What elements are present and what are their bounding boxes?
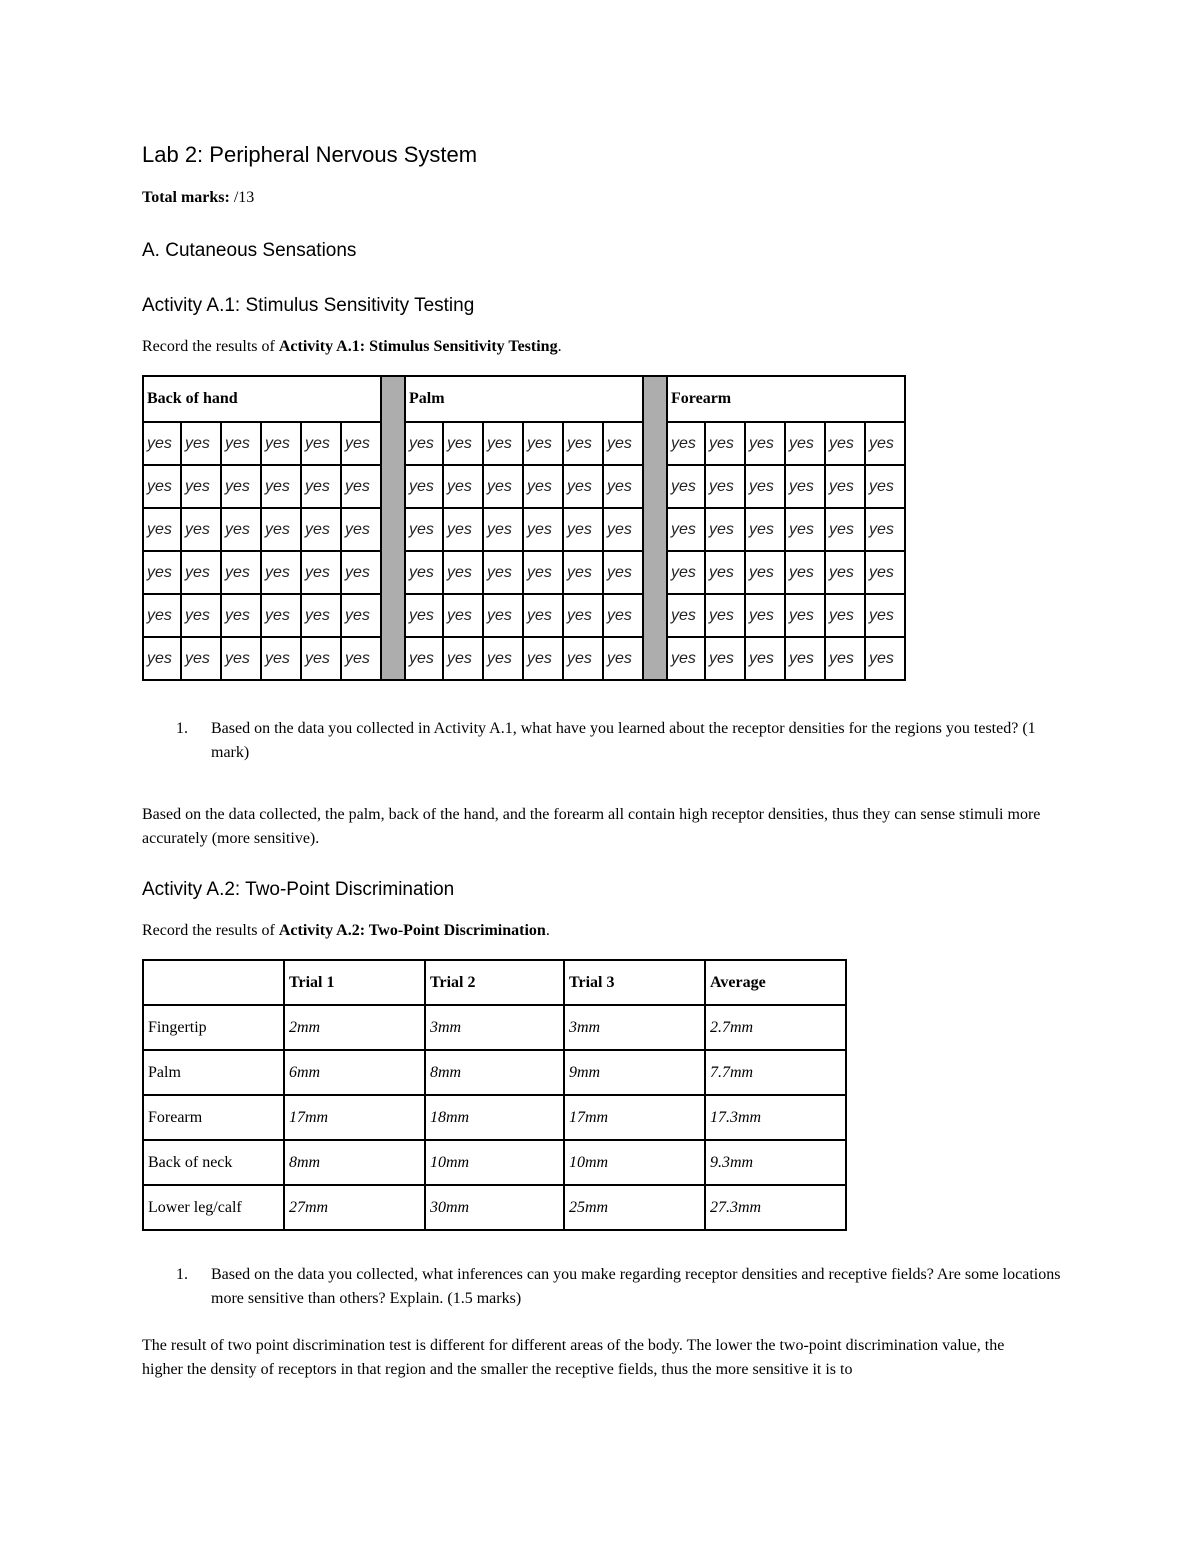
sensitivity-cell: yes (745, 551, 785, 594)
section-a-title: A. Cutaneous Sensations (142, 240, 357, 261)
record-bold: Activity A.2: Two-Point Discrimination (278, 922, 546, 939)
question-text: Based on the data you collected in Activity A.1, what have you learned about the receptor densities for the regions you tested? (1 mark) (211, 720, 1036, 761)
two-point-header-row (143, 960, 846, 1005)
column-header: Average (705, 960, 846, 1005)
sensitivity-cell: yes (563, 508, 603, 551)
sensitivity-cell: yes (261, 465, 301, 508)
sensitivity-cell: yes (563, 422, 603, 465)
sensitivity-cell: yes (143, 465, 181, 508)
measurement-cell: 7.7mm (705, 1050, 846, 1095)
sensitivity-cell: yes (563, 465, 603, 508)
sensitivity-cell: yes (523, 594, 563, 637)
sensitivity-cell: yes (483, 465, 523, 508)
sensitivity-cell: yes (603, 594, 643, 637)
sensitivity-cell: yes (483, 551, 523, 594)
activity-a2-record-line (142, 922, 550, 940)
sensitivity-cell: yes (181, 551, 221, 594)
sensitivity-table (142, 375, 906, 681)
sensitivity-cell: yes (261, 508, 301, 551)
sensitivity-cell: yes (785, 637, 825, 680)
sensitivity-cell: yes (301, 465, 341, 508)
table-row (143, 1095, 846, 1140)
sensitivity-cell: yes (341, 465, 381, 508)
sensitivity-cell: yes (483, 594, 523, 637)
sensitivity-cell: yes (143, 551, 181, 594)
measurement-cell: 6mm (284, 1050, 425, 1095)
sensitivity-cell: yes (825, 508, 865, 551)
column-header: Trial 2 (425, 960, 564, 1005)
sensitivity-cell: yes (667, 637, 705, 680)
two-point-table (142, 959, 847, 1231)
sensitivity-cell: yes (301, 637, 341, 680)
sensitivity-cell: yes (405, 637, 443, 680)
sensitivity-cell: yes (405, 508, 443, 551)
measurement-cell: 27.3mm (705, 1185, 846, 1230)
table-row (143, 1005, 846, 1050)
sensitivity-cell: yes (825, 594, 865, 637)
sensitivity-cell: yes (261, 594, 301, 637)
sensitivity-cell: yes (603, 422, 643, 465)
sensitivity-cell: yes (563, 551, 603, 594)
region-header: Palm (405, 376, 643, 422)
sensitivity-cell: yes (483, 422, 523, 465)
total-marks (142, 189, 254, 207)
sensitivity-cell: yes (181, 508, 221, 551)
activity-a2-heading: Activity A.2: Two-Point Discrimination (142, 879, 455, 900)
record-prefix: Record the results of (142, 922, 279, 939)
sensitivity-cell: yes (443, 422, 483, 465)
sensitivity-cell: yes (221, 508, 261, 551)
measurement-cell: 3mm (564, 1005, 705, 1050)
measurement-cell: 8mm (284, 1140, 425, 1185)
activity-a1-answer: Based on the data collected, the palm, back of the hand, and the forearm all contain high receptor densities, thus they can sense stimuli more accurately (more sensitive). (142, 806, 1041, 847)
table-row (143, 594, 905, 637)
sensitivity-cell: yes (221, 594, 261, 637)
sensitivity-cell: yes (181, 422, 221, 465)
sensitivity-cell: yes (523, 551, 563, 594)
record-suffix: . (557, 338, 562, 355)
sensitivity-cell: yes (523, 508, 563, 551)
sensitivity-cell: yes (405, 422, 443, 465)
sensitivity-cell: yes (865, 594, 905, 637)
measurement-cell: 3mm (425, 1005, 564, 1050)
sensitivity-cell: yes (143, 594, 181, 637)
sensitivity-cell: yes (221, 551, 261, 594)
sensitivity-cell: yes (301, 594, 341, 637)
question-number: 1. (176, 720, 188, 737)
sensitivity-cell: yes (443, 551, 483, 594)
sensitivity-cell: yes (221, 422, 261, 465)
column-header: Trial 1 (284, 960, 425, 1005)
sensitivity-cell: yes (301, 422, 341, 465)
activity-a2-answer: The result of two point discrimination test is different for different areas of the body. The lower the two-point discrimination value, the higher the density of receptors in that region and the smaller the receptive fields, thus the more sensitive it is to (142, 1337, 1005, 1378)
measurement-cell: 17mm (284, 1095, 425, 1140)
table-row (143, 637, 905, 680)
sensitivity-cell: yes (405, 465, 443, 508)
sensitivity-cell: yes (745, 422, 785, 465)
sensitivity-cell: yes (745, 637, 785, 680)
measurement-cell: 27mm (284, 1185, 425, 1230)
sensitivity-cell: yes (705, 465, 745, 508)
sensitivity-cell: yes (261, 637, 301, 680)
sensitivity-cell: yes (865, 551, 905, 594)
sensitivity-cell: yes (341, 637, 381, 680)
sensitivity-cell: yes (143, 422, 181, 465)
sensitivity-cell: yes (221, 465, 261, 508)
measurement-cell: 18mm (425, 1095, 564, 1140)
table-row (143, 551, 905, 594)
column-header: Trial 3 (564, 960, 705, 1005)
sensitivity-cell: yes (865, 422, 905, 465)
question-text: Based on the data you collected, what inferences can you make regarding receptor densities and receptive fields? Are some locations more sensitive than others? Explain. (1.5 marks) (211, 1266, 1061, 1307)
sensitivity-cell: yes (405, 551, 443, 594)
location-cell: Palm (143, 1050, 284, 1095)
sensitivity-cell: yes (667, 594, 705, 637)
total-marks-value: /13 (233, 189, 255, 206)
sensitivity-cell: yes (865, 508, 905, 551)
sensitivity-cell: yes (301, 551, 341, 594)
measurement-cell: 9mm (564, 1050, 705, 1095)
sensitivity-cell: yes (181, 594, 221, 637)
sensitivity-cell: yes (865, 465, 905, 508)
table-row (143, 422, 905, 465)
activity-a1-heading: Activity A.1: Stimulus Sensitivity Testing (142, 295, 475, 316)
column-header (143, 960, 284, 1005)
total-marks-label: Total marks: (142, 189, 230, 206)
sensitivity-cell: yes (261, 551, 301, 594)
sensitivity-cell: yes (523, 465, 563, 508)
location-cell: Lower leg/calf (143, 1185, 284, 1230)
sensitivity-cell: yes (825, 422, 865, 465)
table-row (143, 1050, 846, 1095)
sensitivity-cell: yes (705, 637, 745, 680)
region-header: Forearm (667, 376, 905, 422)
table-row (143, 465, 905, 508)
sensitivity-cell: yes (443, 508, 483, 551)
sensitivity-cell: yes (603, 508, 643, 551)
record-prefix: Record the results of (142, 338, 279, 355)
measurement-cell: 17mm (564, 1095, 705, 1140)
sensitivity-cell: yes (261, 422, 301, 465)
sensitivity-cell: yes (785, 508, 825, 551)
sensitivity-cell: yes (443, 637, 483, 680)
table-row (143, 1185, 846, 1230)
sensitivity-cell: yes (483, 637, 523, 680)
location-cell: Back of neck (143, 1140, 284, 1185)
sensitivity-cell: yes (181, 465, 221, 508)
sensitivity-cell: yes (603, 465, 643, 508)
sensitivity-cell: yes (181, 637, 221, 680)
sensitivity-cell: yes (745, 465, 785, 508)
region-separator (643, 376, 667, 680)
record-suffix: . (545, 922, 550, 939)
sensitivity-header-row (143, 376, 905, 422)
sensitivity-cell: yes (865, 637, 905, 680)
sensitivity-cell: yes (523, 422, 563, 465)
sensitivity-cell: yes (667, 551, 705, 594)
sensitivity-cell: yes (405, 594, 443, 637)
sensitivity-cell: yes (221, 637, 261, 680)
sensitivity-cell: yes (785, 422, 825, 465)
measurement-cell: 2mm (284, 1005, 425, 1050)
sensitivity-cell: yes (563, 594, 603, 637)
sensitivity-cell: yes (667, 465, 705, 508)
sensitivity-cell: yes (143, 637, 181, 680)
sensitivity-cell: yes (705, 508, 745, 551)
activity-a1-record-line (142, 338, 562, 356)
sensitivity-cell: yes (705, 594, 745, 637)
location-cell: Fingertip (143, 1005, 284, 1050)
sensitivity-cell: yes (785, 551, 825, 594)
sensitivity-cell: yes (603, 637, 643, 680)
record-bold: Activity A.1: Stimulus Sensitivity Testing (278, 338, 558, 355)
sensitivity-cell: yes (825, 637, 865, 680)
sensitivity-cell: yes (603, 551, 643, 594)
region-separator (381, 376, 405, 680)
sensitivity-cell: yes (705, 422, 745, 465)
sensitivity-cell: yes (341, 508, 381, 551)
sensitivity-cell: yes (825, 551, 865, 594)
sensitivity-cell: yes (341, 594, 381, 637)
measurement-cell: 9.3mm (705, 1140, 846, 1185)
sensitivity-cell: yes (667, 422, 705, 465)
sensitivity-cell: yes (825, 465, 865, 508)
sensitivity-cell: yes (523, 637, 563, 680)
table-row (143, 1140, 846, 1185)
table-row (143, 508, 905, 551)
sensitivity-cell: yes (341, 422, 381, 465)
measurement-cell: 8mm (425, 1050, 564, 1095)
measurement-cell: 2.7mm (705, 1005, 846, 1050)
question-number: 1. (176, 1266, 188, 1283)
sensitivity-cell: yes (745, 594, 785, 637)
location-cell: Forearm (143, 1095, 284, 1140)
measurement-cell: 10mm (425, 1140, 564, 1185)
measurement-cell: 10mm (564, 1140, 705, 1185)
sensitivity-cell: yes (785, 465, 825, 508)
sensitivity-cell: yes (301, 508, 341, 551)
measurement-cell: 30mm (425, 1185, 564, 1230)
sensitivity-cell: yes (341, 551, 381, 594)
region-header: Back of hand (143, 376, 381, 422)
sensitivity-cell: yes (443, 594, 483, 637)
measurement-cell: 17.3mm (705, 1095, 846, 1140)
sensitivity-cell: yes (483, 508, 523, 551)
sensitivity-cell: yes (443, 465, 483, 508)
sensitivity-cell: yes (705, 551, 745, 594)
sensitivity-cell: yes (143, 508, 181, 551)
measurement-cell: 25mm (564, 1185, 705, 1230)
sensitivity-cell: yes (667, 508, 705, 551)
document-title: Lab 2: Peripheral Nervous System (142, 142, 478, 167)
sensitivity-cell: yes (785, 594, 825, 637)
sensitivity-cell: yes (563, 637, 603, 680)
sensitivity-cell: yes (745, 508, 785, 551)
